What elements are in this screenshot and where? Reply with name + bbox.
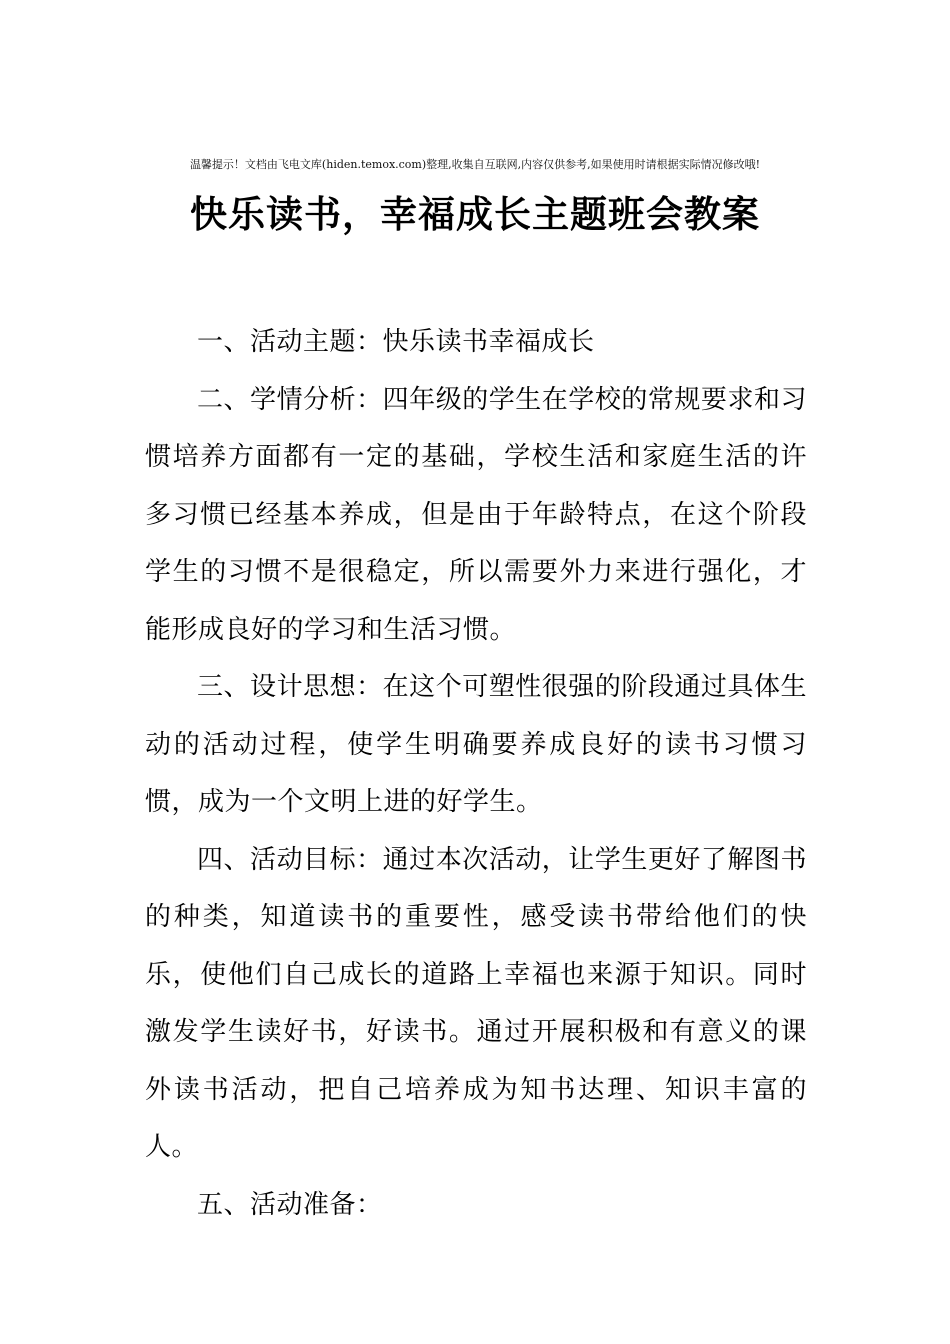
paragraph-activity-preparation: 五、活动准备： [197, 1189, 383, 1220]
notice-text: 温馨提示！文档由飞电文库(hiden.temox.com)整理,收集自互联网,内容仅供参考,如果使用时请根据实际情况修改哦! [189, 158, 761, 171]
paragraph-design-idea: 三、设计思想：在这个可塑性很强的阶段通过具体生动的活动过程，使学生明确要养成良好的读书习惯习惯，成为一个文明上进的好学生。 [145, 672, 807, 817]
paragraph-activity-theme: 一、活动主题：快乐读书幸福成长 [197, 327, 595, 357]
paragraph-student-analysis: 二、学情分析：四年级的学生在学校的常规要求和习惯培养方面都有一定的基础，学校生活和家庭生活的许多习惯已经基本养成，但是由于年龄特点，在这个阶段学生的习惯不是很稳定，所以需要外力来进行强化，才能形成良好的学习和生活习惯。 [145, 384, 807, 645]
document-body [145, 314, 807, 1234]
document-title: 快乐读书，幸福成长主题班会教案 [190, 192, 760, 236]
paragraph-activity-goals: 四、活动目标：通过本次活动，让学生更好了解图书的种类，知道读书的重要性，感受读书带给他们的快乐，使他们自己成长的道路上幸福也来源于知识。同时激发学生读好书，好读书。通过开展积极和有意义的课外读书活动，把自己培养成为知书达理、知识丰富的人。 [145, 844, 807, 1162]
